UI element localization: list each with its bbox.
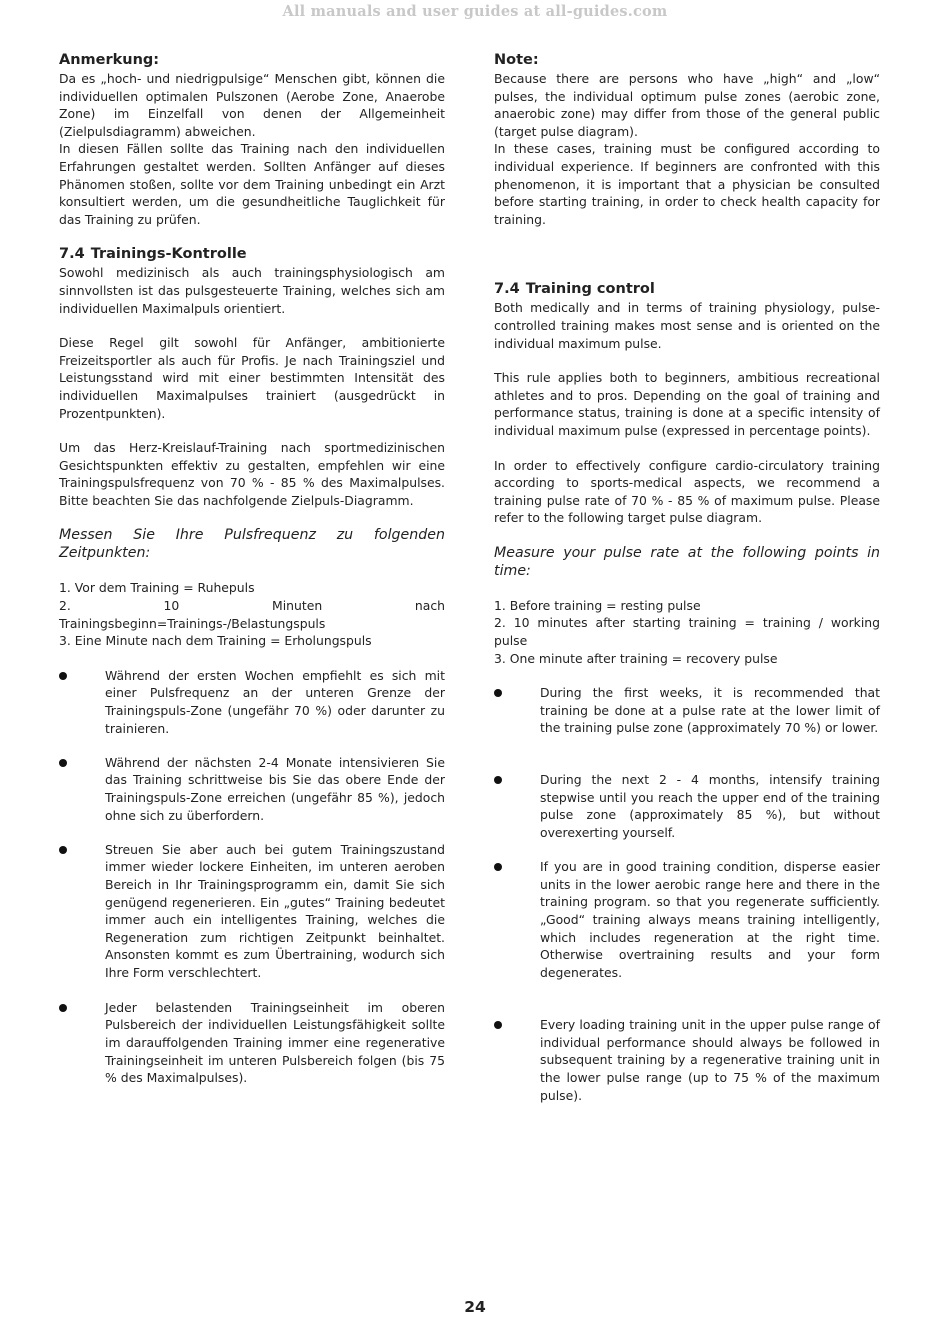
section-number: 7.4	[59, 246, 85, 263]
bullet-item	[59, 667, 445, 754]
bullet-text: If you are in good training condition, disperse easier units in the lower aerobic range here and there in the training program. so that you regenerate sufficiently. „Good“ training always means training intelligently, which includes regeneration at the right time. Otherwise overtraining results and your form degenerates.	[540, 859, 880, 980]
bullet-dot-icon	[59, 1004, 67, 1012]
list-item: 3. One minute after training = recovery pulse	[494, 650, 778, 666]
list-item: 2. 10 minutes after starting training = training / working pulse	[494, 615, 880, 649]
watermark-text: All manuals and user guides at all-guides.com	[282, 3, 668, 20]
bullet-dot-icon	[59, 846, 67, 854]
body-paragraph: Sowohl medizinisch als auch trainingsphysiologisch am sinnvollsten ist das pulsgesteuerte Training, welches sich am individuellen Maximalpuls orientiert.	[59, 265, 445, 316]
note-title: Note:	[494, 52, 539, 68]
section-number: 7.4	[494, 281, 520, 298]
bullet-item	[59, 841, 445, 999]
bullet-dot-icon	[494, 689, 502, 697]
list-item: 1. Vor dem Training = Ruhepuls	[59, 580, 255, 596]
note-paragraph: Because there are persons who have „high“ and „low“ pulses, the individual optimum pulse zones (aerobic zone, anaerobic zone) may differ from those of the general public (target pulse diagram).	[494, 71, 880, 139]
section-heading	[494, 280, 880, 299]
bullet-dot-icon	[59, 759, 67, 767]
bullet-text: Streuen Sie aber auch bei gutem Trainingszustand immer wieder lockere Einheiten, im unteren aeroben Bereich in Ihr Trainingsprogramm ein, damit Sie sich genügend regenerieren. Ein „gutes“ Training bedeutet immer auch ein intelligentes Training, welches die Regeneration zum richtigen Zeitpunkt beinhaltet. Ansonsten kommt es zum Übertraining, wodurch sich Ihre Form verschlechtert.	[105, 841, 445, 980]
bullet-item	[59, 999, 445, 1087]
note-title: Anmerkung:	[59, 52, 160, 68]
section-title: Trainings-Kontrolle	[90, 246, 247, 263]
body-paragraph: In order to effectively configure cardio-circulatory training according to sports-medical aspects, we recommend a training pulse rate of 70 % - 85 % of maximum pulse. Please refer to the following target pulse diagram.	[494, 457, 880, 526]
measure-heading: Messen Sie Ihre Pulsfrequenz zu folgenden Zeitpunkten:	[59, 527, 445, 562]
bullet-text: Every loading training unit in the upper pulse range of individual performance should always be followed in subsequent training by a regenerative training unit in the lower pulse range (up to 75 % of the maximum pulse).	[540, 1017, 880, 1103]
bullet-text: Während der nächsten 2-4 Monate intensivieren Sie das Training schrittweise bis Sie das obere Ende der Trainingspuls-Zone erreichen (ungefähr 85 %), jedoch ohne sich zu überfordern.	[105, 754, 445, 823]
bullet-text: During the first weeks, it is recommended that training be done at a pulse rate at the lower limit of the training pulse zone (approximately 70 %) or lower.	[540, 685, 880, 736]
german-column	[59, 51, 445, 1087]
bullet-dot-icon	[494, 863, 502, 871]
page-number: 24	[464, 1298, 486, 1316]
bullet-item	[59, 754, 445, 841]
body-paragraph: Diese Regel gilt sowohl für Anfänger, ambitionierte Freizeitsportler als auch für Profis. Je nach Trainingsziel und Leistungsstand wird mit einer bestimmten Intensität des individuellen Maximalpulses trainiert (ausgedrückt in Prozentpunkten).	[59, 335, 445, 421]
bullet-item	[494, 684, 880, 771]
bullet-dot-icon	[59, 672, 67, 680]
bullet-item	[494, 771, 880, 858]
note-paragraph: In these cases, training must be configured according to individual experience. If beginners are confronted with this phenomenon, it is important that a physician be consulted before starting training, in order to check health capacity for training.	[494, 141, 880, 227]
english-column	[494, 51, 880, 1104]
bullet-text: Während der ersten Wochen empfiehlt es sich mit einer Pulsfrequenz an der unteren Grenze der Trainingspuls-Zone (ungefähr 70 %) oder darunter zu trainieren.	[105, 667, 445, 736]
measure-heading: Measure your pulse rate at the following points in time:	[494, 544, 880, 579]
note-paragraph: In diesen Fällen sollte das Training nach den individuellen Erfahrungen gestaltet werden. Sollten Anfänger auf dieses Phänomen stoßen, sollte vor dem Training unbedingt ein Arzt konsultiert werden, um die gesundheitliche Tauglichkeit für das Training zu prüfen.	[59, 141, 445, 227]
bullet-text: Jeder belastenden Trainingseinheit im oberen Pulsbereich der individuellen Leistungsfähigkeit sollte im darauffolgenden Training immer eine regenerative Trainingseinheit im unteren Pulsbereich folgen (bis 75 % des Maximalpulses).	[105, 999, 445, 1086]
bullet-item	[494, 1016, 880, 1104]
body-paragraph: Both medically and in terms of training physiology, pulse-controlled training makes most sense and is oriented on the individual maximum pulse.	[494, 300, 880, 351]
list-item: 1. Before training = resting pulse	[494, 597, 701, 613]
list-item: 2. 10 Minuten nach Trainingsbeginn=Trainings-/Belastungspuls	[59, 598, 445, 631]
bullet-dot-icon	[494, 1021, 502, 1029]
bullet-item	[494, 858, 880, 1016]
section-heading	[59, 245, 445, 264]
bullet-dot-icon	[494, 776, 502, 784]
note-paragraph: Da es „hoch- und niedrigpulsige“ Menschen gibt, können die individuellen optimalen Pulszonen (Aerobe Zone, Anaerobe Zone) im Einzelfall von denen der Allgemeinheit (Zielpulsdiagramm) abweichen.	[59, 71, 445, 139]
body-paragraph: This rule applies both to beginners, ambitious recreational athletes and to pros. Depending on the goal of training and performance status, training is done at a specific intensity of individual maximum pulse (expressed in percentage points).	[494, 370, 880, 438]
bullet-text: During the next 2 - 4 months, intensify training stepwise until you reach the upper end of the training pulse zone (approximately 85 %), but without overexerting yourself.	[540, 772, 880, 841]
section-title: Training control	[525, 281, 655, 298]
body-paragraph: Um das Herz-Kreislauf-Training nach sportmedizinischen Gesichtspunkten effektiv zu gestalten, empfehlen wir eine Trainingspulsfrequenz von 70 % - 85 % des Maximalpulses. Bitte beachten Sie das nachfolgende Zielpuls-Diagramm.	[59, 440, 445, 508]
list-item: 3. Eine Minute nach dem Training = Erholungspuls	[59, 633, 372, 649]
